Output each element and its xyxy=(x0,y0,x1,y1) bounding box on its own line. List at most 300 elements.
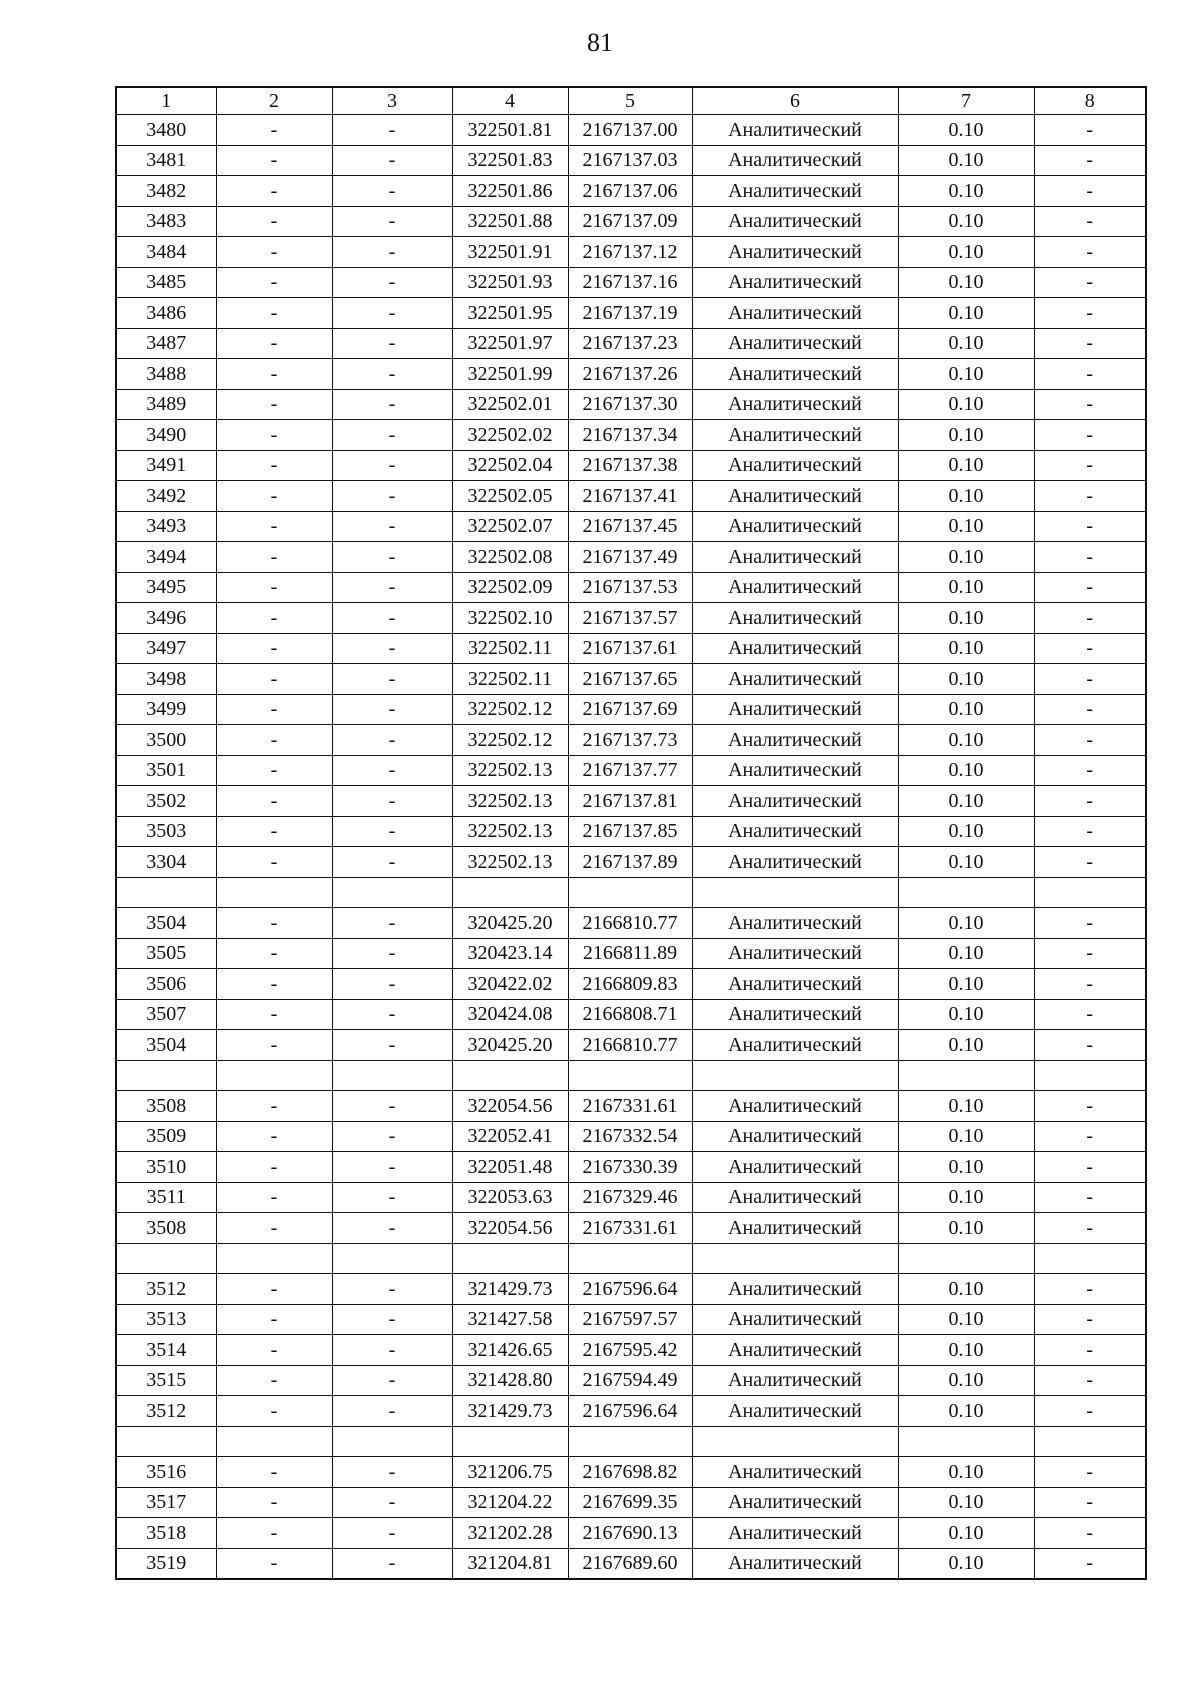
col-3-cell: - xyxy=(332,633,452,664)
table-row xyxy=(116,237,1146,268)
col-3-cell: - xyxy=(332,603,452,634)
x-coordinate-cell: 322052.41 xyxy=(452,1121,568,1152)
table-row xyxy=(116,1274,1146,1305)
x-coordinate-cell: 322502.05 xyxy=(452,481,568,512)
header-row xyxy=(116,87,1146,115)
accuracy-cell: 0.10 xyxy=(898,755,1034,786)
col-8-cell: - xyxy=(1034,145,1146,176)
x-coordinate-cell: 321426.65 xyxy=(452,1335,568,1366)
col-2-cell: - xyxy=(216,1396,332,1427)
col-2-cell: - xyxy=(216,847,332,878)
y-coordinate-cell: 2167595.42 xyxy=(568,1335,692,1366)
col-2-cell xyxy=(216,1243,332,1274)
x-coordinate-cell: 322502.13 xyxy=(452,755,568,786)
col-8-cell: - xyxy=(1034,267,1146,298)
point-number-cell: 3495 xyxy=(116,572,216,603)
method-cell: Аналитический xyxy=(692,1548,898,1579)
col-3-cell xyxy=(332,1426,452,1457)
col-2-cell: - xyxy=(216,115,332,146)
table-row xyxy=(116,664,1146,695)
point-number-cell: 3515 xyxy=(116,1365,216,1396)
y-coordinate-cell: 2167698.82 xyxy=(568,1457,692,1488)
col-2-cell: - xyxy=(216,237,332,268)
accuracy-cell: 0.10 xyxy=(898,816,1034,847)
point-number-cell: 3486 xyxy=(116,298,216,329)
col-3-cell: - xyxy=(332,328,452,359)
col-3-cell: - xyxy=(332,908,452,939)
x-coordinate-cell: 320423.14 xyxy=(452,938,568,969)
method-cell: Аналитический xyxy=(692,1457,898,1488)
x-coordinate-cell: 321206.75 xyxy=(452,1457,568,1488)
table-row xyxy=(116,633,1146,664)
point-number-cell: 3509 xyxy=(116,1121,216,1152)
method-cell: Аналитический xyxy=(692,664,898,695)
method-cell: Аналитический xyxy=(692,145,898,176)
x-coordinate-cell: 321204.81 xyxy=(452,1548,568,1579)
point-number-cell: 3485 xyxy=(116,267,216,298)
accuracy-cell: 0.10 xyxy=(898,969,1034,1000)
method-cell: Аналитический xyxy=(692,969,898,1000)
col-2-cell: - xyxy=(216,450,332,481)
y-coordinate-cell: 2167137.26 xyxy=(568,359,692,390)
x-coordinate-cell: 321429.73 xyxy=(452,1396,568,1427)
method-cell: Аналитический xyxy=(692,755,898,786)
col-3-cell: - xyxy=(332,1121,452,1152)
y-coordinate-cell: 2167137.34 xyxy=(568,420,692,451)
y-coordinate-cell: 2167137.23 xyxy=(568,328,692,359)
point-number-cell: 3507 xyxy=(116,999,216,1030)
y-coordinate-cell xyxy=(568,1426,692,1457)
col-8-cell: - xyxy=(1034,237,1146,268)
method-cell: Аналитический xyxy=(692,1091,898,1122)
method-cell: Аналитический xyxy=(692,572,898,603)
col-2-cell: - xyxy=(216,603,332,634)
table-row xyxy=(116,176,1146,207)
col-2-cell: - xyxy=(216,816,332,847)
separator-row xyxy=(116,1243,1146,1274)
col-8-cell: - xyxy=(1034,1304,1146,1335)
point-number-cell xyxy=(116,1243,216,1274)
accuracy-cell: 0.10 xyxy=(898,176,1034,207)
point-number-cell: 3489 xyxy=(116,389,216,420)
accuracy-cell: 0.10 xyxy=(898,999,1034,1030)
accuracy-cell: 0.10 xyxy=(898,1091,1034,1122)
col-2-cell: - xyxy=(216,1152,332,1183)
method-cell: Аналитический xyxy=(692,1030,898,1061)
y-coordinate-cell: 2167137.45 xyxy=(568,511,692,542)
table-row xyxy=(116,816,1146,847)
col-2-cell: - xyxy=(216,1457,332,1488)
col-8-cell: - xyxy=(1034,908,1146,939)
y-coordinate-cell: 2167330.39 xyxy=(568,1152,692,1183)
y-coordinate-cell: 2167137.69 xyxy=(568,694,692,725)
separator-row xyxy=(116,1060,1146,1091)
col-2-cell: - xyxy=(216,1213,332,1244)
col-8-cell: - xyxy=(1034,1091,1146,1122)
point-number-cell: 3491 xyxy=(116,450,216,481)
method-cell: Аналитический xyxy=(692,1365,898,1396)
col-8-cell: - xyxy=(1034,1030,1146,1061)
accuracy-cell: 0.10 xyxy=(898,633,1034,664)
point-number-cell: 3505 xyxy=(116,938,216,969)
col-8-cell xyxy=(1034,1060,1146,1091)
y-coordinate-cell: 2167137.85 xyxy=(568,816,692,847)
col-2-cell: - xyxy=(216,1365,332,1396)
table-row xyxy=(116,511,1146,542)
x-coordinate-cell: 322502.11 xyxy=(452,664,568,695)
point-number-cell: 3483 xyxy=(116,206,216,237)
y-coordinate-cell: 2167137.00 xyxy=(568,115,692,146)
column-header-3: 3 xyxy=(332,87,452,115)
col-8-cell: - xyxy=(1034,938,1146,969)
separator-row xyxy=(116,1426,1146,1457)
col-3-cell: - xyxy=(332,1457,452,1488)
x-coordinate-cell: 320422.02 xyxy=(452,969,568,1000)
table-row xyxy=(116,1304,1146,1335)
col-3-cell: - xyxy=(332,816,452,847)
col-8-cell: - xyxy=(1034,1365,1146,1396)
col-3-cell: - xyxy=(332,237,452,268)
method-cell: Аналитический xyxy=(692,816,898,847)
point-number-cell: 3506 xyxy=(116,969,216,1000)
y-coordinate-cell: 2167594.49 xyxy=(568,1365,692,1396)
col-2-cell: - xyxy=(216,786,332,817)
col-2-cell: - xyxy=(216,389,332,420)
x-coordinate-cell: 322501.81 xyxy=(452,115,568,146)
col-8-cell: - xyxy=(1034,1121,1146,1152)
accuracy-cell: 0.10 xyxy=(898,1121,1034,1152)
method-cell: Аналитический xyxy=(692,847,898,878)
col-8-cell: - xyxy=(1034,1487,1146,1518)
accuracy-cell: 0.10 xyxy=(898,420,1034,451)
table-row xyxy=(116,1457,1146,1488)
col-3-cell: - xyxy=(332,298,452,329)
y-coordinate-cell: 2167137.81 xyxy=(568,786,692,817)
column-header-5: 5 xyxy=(568,87,692,115)
x-coordinate-cell: 322502.08 xyxy=(452,542,568,573)
table-row xyxy=(116,267,1146,298)
col-8-cell: - xyxy=(1034,1396,1146,1427)
col-3-cell: - xyxy=(332,389,452,420)
col-3-cell: - xyxy=(332,176,452,207)
table-row xyxy=(116,206,1146,237)
col-2-cell: - xyxy=(216,1274,332,1305)
method-cell: Аналитический xyxy=(692,206,898,237)
col-3-cell: - xyxy=(332,450,452,481)
x-coordinate-cell: 322053.63 xyxy=(452,1182,568,1213)
x-coordinate-cell: 322501.99 xyxy=(452,359,568,390)
col-3-cell: - xyxy=(332,1396,452,1427)
point-number-cell: 3519 xyxy=(116,1548,216,1579)
method-cell: Аналитический xyxy=(692,1213,898,1244)
point-number-cell: 3508 xyxy=(116,1213,216,1244)
y-coordinate-cell: 2167331.61 xyxy=(568,1091,692,1122)
point-number-cell: 3494 xyxy=(116,542,216,573)
point-number-cell: 3497 xyxy=(116,633,216,664)
method-cell xyxy=(692,1060,898,1091)
method-cell: Аналитический xyxy=(692,1487,898,1518)
method-cell xyxy=(692,877,898,908)
y-coordinate-cell: 2167137.38 xyxy=(568,450,692,481)
col-3-cell: - xyxy=(332,420,452,451)
accuracy-cell: 0.10 xyxy=(898,359,1034,390)
method-cell: Аналитический xyxy=(692,1518,898,1549)
accuracy-cell: 0.10 xyxy=(898,1457,1034,1488)
y-coordinate-cell: 2167137.19 xyxy=(568,298,692,329)
point-number-cell: 3514 xyxy=(116,1335,216,1366)
y-coordinate-cell: 2167690.13 xyxy=(568,1518,692,1549)
accuracy-cell: 0.10 xyxy=(898,1030,1034,1061)
method-cell: Аналитический xyxy=(692,450,898,481)
accuracy-cell: 0.10 xyxy=(898,572,1034,603)
x-coordinate-cell: 322502.11 xyxy=(452,633,568,664)
accuracy-cell: 0.10 xyxy=(898,389,1034,420)
x-coordinate-cell: 322502.12 xyxy=(452,694,568,725)
col-8-cell: - xyxy=(1034,1457,1146,1488)
col-3-cell: - xyxy=(332,1548,452,1579)
col-3-cell: - xyxy=(332,572,452,603)
table-row xyxy=(116,1518,1146,1549)
accuracy-cell: 0.10 xyxy=(898,1182,1034,1213)
col-8-cell xyxy=(1034,1243,1146,1274)
point-number-cell: 3484 xyxy=(116,237,216,268)
point-number-cell: 3512 xyxy=(116,1274,216,1305)
col-2-cell xyxy=(216,1060,332,1091)
y-coordinate-cell: 2166810.77 xyxy=(568,908,692,939)
col-8-cell: - xyxy=(1034,420,1146,451)
col-2-cell: - xyxy=(216,1091,332,1122)
x-coordinate-cell: 322501.83 xyxy=(452,145,568,176)
col-2-cell: - xyxy=(216,145,332,176)
x-coordinate-cell: 322502.07 xyxy=(452,511,568,542)
accuracy-cell: 0.10 xyxy=(898,450,1034,481)
accuracy-cell: 0.10 xyxy=(898,1213,1034,1244)
point-number-cell: 3304 xyxy=(116,847,216,878)
table-row xyxy=(116,694,1146,725)
col-3-cell: - xyxy=(332,267,452,298)
y-coordinate-cell: 2166811.89 xyxy=(568,938,692,969)
y-coordinate-cell: 2167137.30 xyxy=(568,389,692,420)
y-coordinate-cell: 2167331.61 xyxy=(568,1213,692,1244)
col-8-cell: - xyxy=(1034,999,1146,1030)
table-row xyxy=(116,389,1146,420)
accuracy-cell: 0.10 xyxy=(898,267,1034,298)
col-2-cell: - xyxy=(216,1030,332,1061)
table-row xyxy=(116,1030,1146,1061)
accuracy-cell: 0.10 xyxy=(898,847,1034,878)
table-row xyxy=(116,603,1146,634)
point-number-cell: 3502 xyxy=(116,786,216,817)
method-cell: Аналитический xyxy=(692,359,898,390)
table-row xyxy=(116,1487,1146,1518)
col-3-cell: - xyxy=(332,1182,452,1213)
table-body xyxy=(116,115,1146,1580)
method-cell: Аналитический xyxy=(692,1396,898,1427)
y-coordinate-cell: 2166809.83 xyxy=(568,969,692,1000)
y-coordinate-cell: 2167137.12 xyxy=(568,237,692,268)
x-coordinate-cell: 321429.73 xyxy=(452,1274,568,1305)
method-cell: Аналитический xyxy=(692,1304,898,1335)
method-cell: Аналитический xyxy=(692,633,898,664)
x-coordinate-cell: 322502.13 xyxy=(452,847,568,878)
point-number-cell: 3498 xyxy=(116,664,216,695)
col-8-cell: - xyxy=(1034,176,1146,207)
table-row xyxy=(116,115,1146,146)
x-coordinate-cell: 322502.13 xyxy=(452,816,568,847)
method-cell: Аналитический xyxy=(692,481,898,512)
point-number-cell: 3504 xyxy=(116,908,216,939)
point-number-cell: 3490 xyxy=(116,420,216,451)
method-cell: Аналитический xyxy=(692,694,898,725)
y-coordinate-cell: 2167137.16 xyxy=(568,267,692,298)
x-coordinate-cell: 322502.12 xyxy=(452,725,568,756)
col-8-cell: - xyxy=(1034,115,1146,146)
col-3-cell: - xyxy=(332,1335,452,1366)
col-8-cell xyxy=(1034,1426,1146,1457)
method-cell: Аналитический xyxy=(692,420,898,451)
col-2-cell: - xyxy=(216,1518,332,1549)
accuracy-cell: 0.10 xyxy=(898,1335,1034,1366)
y-coordinate-cell: 2167137.03 xyxy=(568,145,692,176)
accuracy-cell: 0.10 xyxy=(898,1274,1034,1305)
point-number-cell: 3492 xyxy=(116,481,216,512)
col-8-cell: - xyxy=(1034,603,1146,634)
accuracy-cell: 0.10 xyxy=(898,1396,1034,1427)
point-number-cell: 3513 xyxy=(116,1304,216,1335)
table-row xyxy=(116,1091,1146,1122)
accuracy-cell: 0.10 xyxy=(898,206,1034,237)
table-row xyxy=(116,359,1146,390)
point-number-cell: 3517 xyxy=(116,1487,216,1518)
y-coordinate-cell xyxy=(568,1060,692,1091)
page-number: 81 xyxy=(587,28,613,57)
point-number-cell: 3481 xyxy=(116,145,216,176)
accuracy-cell xyxy=(898,1060,1034,1091)
y-coordinate-cell: 2166808.71 xyxy=(568,999,692,1030)
x-coordinate-cell: 322501.88 xyxy=(452,206,568,237)
y-coordinate-cell: 2167596.64 xyxy=(568,1396,692,1427)
col-8-cell: - xyxy=(1034,511,1146,542)
point-number-cell: 3504 xyxy=(116,1030,216,1061)
method-cell: Аналитический xyxy=(692,176,898,207)
y-coordinate-cell: 2167137.09 xyxy=(568,206,692,237)
point-number-cell xyxy=(116,1426,216,1457)
table-row xyxy=(116,908,1146,939)
y-coordinate-cell xyxy=(568,877,692,908)
col-8-cell: - xyxy=(1034,1152,1146,1183)
point-number-cell: 3480 xyxy=(116,115,216,146)
accuracy-cell xyxy=(898,877,1034,908)
accuracy-cell: 0.10 xyxy=(898,145,1034,176)
method-cell: Аналитический xyxy=(692,1335,898,1366)
accuracy-cell: 0.10 xyxy=(898,511,1034,542)
x-coordinate-cell: 322501.95 xyxy=(452,298,568,329)
col-2-cell: - xyxy=(216,176,332,207)
accuracy-cell: 0.10 xyxy=(898,481,1034,512)
method-cell: Аналитический xyxy=(692,938,898,969)
table-row xyxy=(116,1121,1146,1152)
table-row xyxy=(116,725,1146,756)
x-coordinate-cell xyxy=(452,1426,568,1457)
col-2-cell: - xyxy=(216,664,332,695)
col-3-cell: - xyxy=(332,725,452,756)
col-3-cell: - xyxy=(332,786,452,817)
col-2-cell: - xyxy=(216,969,332,1000)
col-8-cell: - xyxy=(1034,450,1146,481)
col-8-cell: - xyxy=(1034,298,1146,329)
col-8-cell: - xyxy=(1034,1213,1146,1244)
method-cell: Аналитический xyxy=(692,328,898,359)
col-3-cell: - xyxy=(332,1091,452,1122)
col-2-cell: - xyxy=(216,267,332,298)
col-8-cell: - xyxy=(1034,1335,1146,1366)
method-cell: Аналитический xyxy=(692,542,898,573)
y-coordinate-cell: 2167137.73 xyxy=(568,725,692,756)
point-number-cell: 3482 xyxy=(116,176,216,207)
col-8-cell: - xyxy=(1034,725,1146,756)
method-cell xyxy=(692,1426,898,1457)
table-row xyxy=(116,1152,1146,1183)
column-header-2: 2 xyxy=(216,87,332,115)
accuracy-cell: 0.10 xyxy=(898,328,1034,359)
x-coordinate-cell: 322502.01 xyxy=(452,389,568,420)
col-8-cell: - xyxy=(1034,1182,1146,1213)
y-coordinate-cell: 2167597.57 xyxy=(568,1304,692,1335)
col-8-cell: - xyxy=(1034,633,1146,664)
col-2-cell: - xyxy=(216,359,332,390)
point-number-cell: 3503 xyxy=(116,816,216,847)
point-number-cell xyxy=(116,877,216,908)
accuracy-cell xyxy=(898,1243,1034,1274)
x-coordinate-cell xyxy=(452,1060,568,1091)
col-8-cell xyxy=(1034,877,1146,908)
x-coordinate-cell: 322502.02 xyxy=(452,420,568,451)
y-coordinate-cell: 2166810.77 xyxy=(568,1030,692,1061)
method-cell: Аналитический xyxy=(692,1152,898,1183)
accuracy-cell: 0.10 xyxy=(898,1365,1034,1396)
table-row xyxy=(116,1182,1146,1213)
point-number-cell: 3496 xyxy=(116,603,216,634)
method-cell: Аналитический xyxy=(692,725,898,756)
x-coordinate-cell: 320425.20 xyxy=(452,908,568,939)
method-cell: Аналитический xyxy=(692,603,898,634)
col-2-cell: - xyxy=(216,1487,332,1518)
col-2-cell: - xyxy=(216,1121,332,1152)
column-header-4: 4 xyxy=(452,87,568,115)
col-8-cell: - xyxy=(1034,847,1146,878)
table-row xyxy=(116,328,1146,359)
col-2-cell: - xyxy=(216,694,332,725)
col-2-cell: - xyxy=(216,572,332,603)
col-3-cell: - xyxy=(332,1152,452,1183)
col-2-cell: - xyxy=(216,633,332,664)
accuracy-cell: 0.10 xyxy=(898,603,1034,634)
point-number-cell xyxy=(116,1060,216,1091)
point-number-cell: 3512 xyxy=(116,1396,216,1427)
x-coordinate-cell: 322502.09 xyxy=(452,572,568,603)
x-coordinate-cell: 321427.58 xyxy=(452,1304,568,1335)
table-row xyxy=(116,999,1146,1030)
y-coordinate-cell: 2167332.54 xyxy=(568,1121,692,1152)
col-2-cell xyxy=(216,877,332,908)
point-number-cell: 3518 xyxy=(116,1518,216,1549)
x-coordinate-cell xyxy=(452,877,568,908)
col-2-cell: - xyxy=(216,725,332,756)
accuracy-cell: 0.10 xyxy=(898,1487,1034,1518)
x-coordinate-cell: 322502.04 xyxy=(452,450,568,481)
x-coordinate-cell: 321202.28 xyxy=(452,1518,568,1549)
col-3-cell: - xyxy=(332,938,452,969)
